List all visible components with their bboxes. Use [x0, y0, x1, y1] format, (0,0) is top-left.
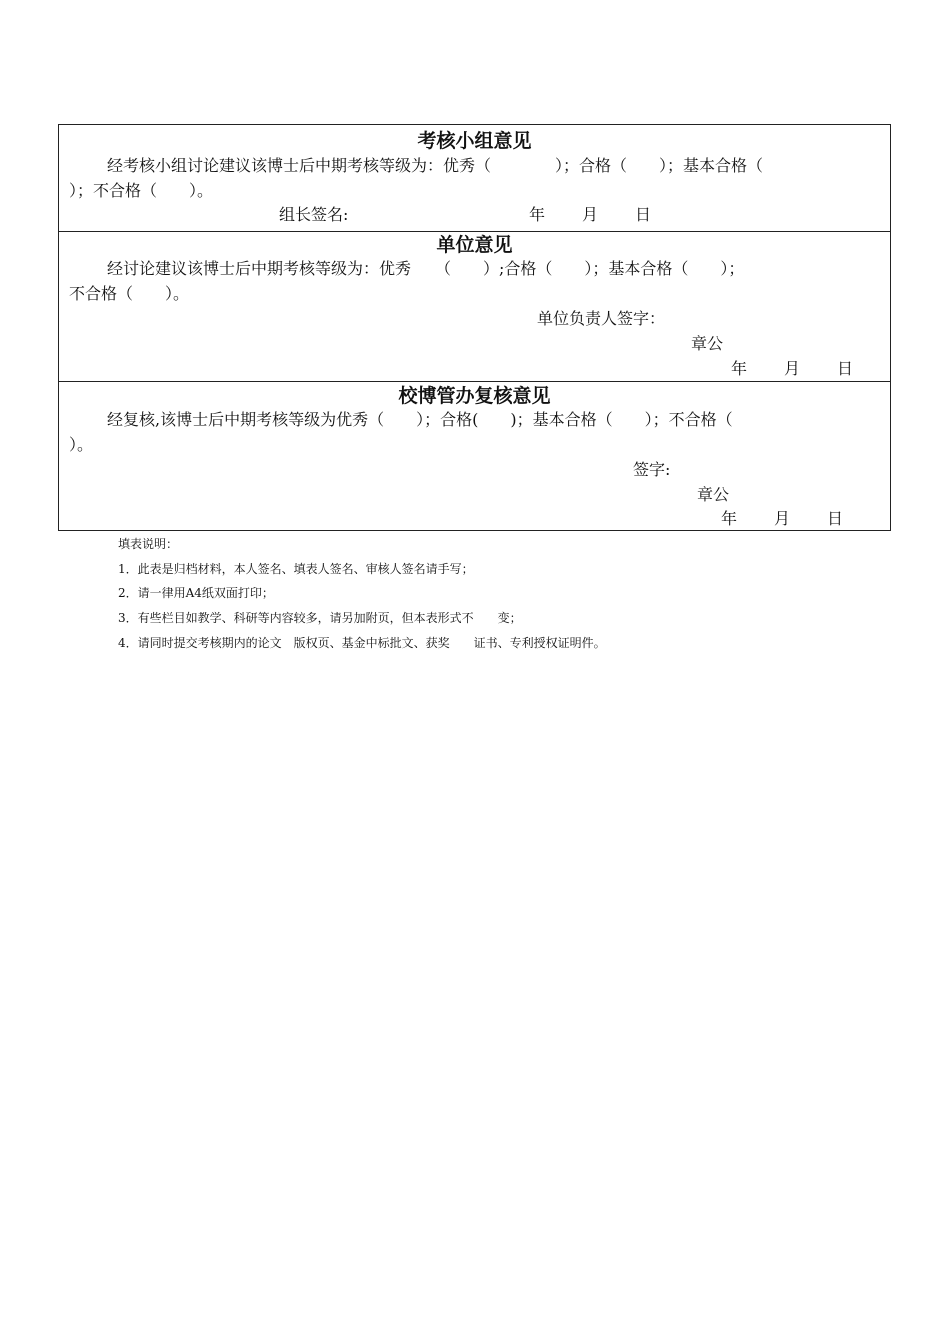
grade-line: 经复核,该博士后中期考核等级为优秀（ ）；合格( )；基本合格（ ）；不合格（	[107, 410, 733, 429]
grade-line-continued: 不合格（ ）。	[69, 284, 190, 303]
year-label: 年	[731, 359, 748, 378]
grade-line-continued: ）。	[69, 435, 94, 454]
instruction-item: 1．此表是归档材料，本人签名、填表人签名、审核人签名请手写；	[118, 562, 474, 576]
instruction-item: 4．请同时提交考核期内的论文 版权页、基金中标批文、获奖 证书、专利授权证明件。	[118, 636, 606, 650]
month-label: 月	[582, 205, 599, 224]
month-label: 月	[774, 509, 791, 528]
signature-label: 签字:	[633, 460, 671, 479]
section-title: 校博管办复核意见	[398, 385, 551, 407]
day-label: 日	[837, 359, 854, 378]
day-label: 日	[635, 205, 652, 224]
grade-line-continued: ）；不合格（ ）。	[69, 181, 214, 200]
year-label: 年	[721, 509, 738, 528]
evaluation-form-table	[58, 124, 891, 531]
section-title: 考核小组意见	[417, 130, 532, 152]
unit-head-signature-label: 单位负责人签字：	[537, 309, 666, 328]
grade-line: 经讨论建议该博士后中期考核等级为：优秀 （ ）;合格（ ）；基本合格（ ）；	[107, 259, 745, 278]
postdoc-office-review-section	[59, 382, 890, 530]
review-group-opinion-section	[59, 125, 890, 232]
grade-line: 经考核小组讨论建议该博士后中期考核等级为：优秀（ ）；合格（ ）；基本合格（	[107, 156, 764, 175]
instructions-heading: 填表说明：	[118, 537, 179, 551]
year-label: 年	[529, 205, 546, 224]
day-label: 日	[827, 509, 844, 528]
seal-label: 章公	[691, 334, 724, 353]
seal-label: 章公	[697, 485, 730, 504]
leader-signature-label: 组长签名:	[279, 205, 349, 224]
month-label: 月	[784, 359, 801, 378]
section-title: 单位意见	[436, 234, 513, 256]
instruction-item: 2．请一律用A4纸双面打印；	[118, 586, 274, 600]
unit-opinion-section	[59, 232, 890, 382]
instruction-item: 3．有些栏目如教学、科研等内容较多，请另加附页，但本表形式不 变；	[118, 611, 522, 625]
